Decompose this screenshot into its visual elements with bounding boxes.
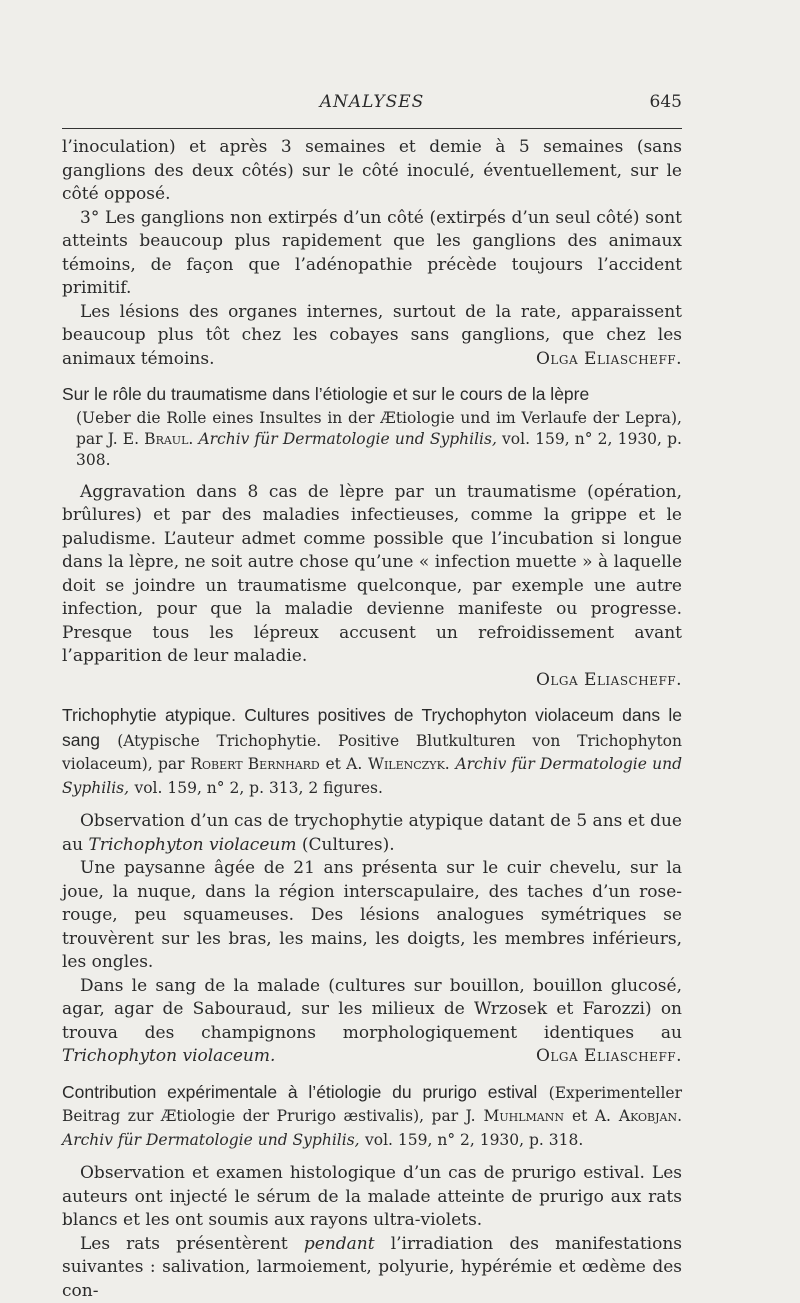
signature: Olga Eliascheff.: [518, 348, 682, 372]
citation: vol. 159, n° 2, 1930, p. 318.: [365, 1131, 583, 1149]
paragraph-text: l’irradiation des manifestations suivantes : salivation, larmoiement, polyurie, hypérémie et œdème des con-: [62, 1234, 682, 1301]
emphasis: pendant: [304, 1234, 375, 1254]
page-body: [62, 136, 682, 1303]
species-name: Trichophyton violaceum.: [62, 1046, 275, 1066]
header-title: ANALYSES: [62, 92, 682, 112]
paragraph-text: (Cultures).: [302, 835, 395, 855]
author: Akobjan.: [619, 1107, 682, 1125]
journal: Archiv für Dermatologie und Syphilis,: [198, 430, 496, 448]
paragraph-text: Dans le sang de la malade (cultures sur bouillon, bouillon glucosé, agar, agar de Sabouraud, sur les milieux de Wrzosek et Farozzi) on trouva des champignons morphologiquement identiques au: [62, 976, 682, 1043]
citation: vol. 159, n° 2, p. 313, 2 figures.: [134, 779, 382, 797]
paragraph-text: Observation d’un cas de trychophytie atypique datant de 5 ans et due au: [62, 811, 682, 855]
paragraph: Observation et examen histologique d’un cas de prurigo estival. Les auteurs ont injecté le sérum de la malade atteinte de prurigo aux rats blancs et les ont soumis aux rayons ultra-violets.: [62, 1162, 682, 1233]
paragraph-text: Les rats présentèrent: [80, 1234, 288, 1254]
original-title: (Experimenteller Beitrag zur Ætiologie der Prurigo æstivalis), par J.: [62, 1084, 682, 1126]
paragraph: l’inoculation) et après 3 semaines et demie à 5 semaines (sans ganglions des deux côtés) sur le côté inoculé, éventuellement, sur le côté opposé.: [62, 136, 682, 207]
citation: vol. 159, n° 2, 1930, p. 308.: [76, 430, 682, 469]
article-title: Contribution expérimentale à l’étiologie du prurigo estival: [62, 1082, 537, 1102]
article-title-line: [62, 383, 682, 408]
original-title: (Ueber die Rolle eines Insultes in der Ætiologie und im Verlaufe der Lepra), par: [76, 409, 682, 448]
paragraph: 3° Les ganglions non extirpés d’un côté (extirpés d’un seul côté) sont atteints beaucoup plus rapidement que les ganglions des animaux témoins, de façon que l’adénopathie précède toujours l’accident primitif.: [62, 207, 682, 301]
author: J. E. Braul.: [108, 430, 194, 448]
journal: Archiv für Dermatologie und Syphilis,: [62, 1131, 360, 1149]
article-heading: [62, 383, 682, 471]
author: Robert Bernhard: [190, 755, 319, 773]
paragraph: Aggravation dans 8 cas de lèpre par un traumatisme (opération, brûlures) et par des maladies infectieuses, comme la grippe et le paludisme. L’auteur admet comme possible que l’incubation si longue dans la lèpre, ne soit autre chose qu’une « infection muette » à laquelle doit se joindre un traumatisme quelconque, par exemple une autre infection, pour que la maladie devienne manifeste ou progresse. Presque tous les lépreux accusent un refroidissement avant l’apparition de leur maladie.: [62, 481, 682, 669]
article-title: Sur le rôle du traumatisme dans l’étiologie et sur le cours de la lèpre: [62, 384, 589, 404]
article-title: Trichophytie atypique. Cultures positives de Trychophyton violaceum dans le sang: [62, 705, 682, 750]
paragraph: [62, 1233, 682, 1303]
paragraph: [62, 975, 682, 1069]
article-title-line: [62, 704, 682, 800]
signature: Olga Eliascheff.: [62, 669, 682, 693]
journal: Archiv für Dermatologie und Syphilis,: [62, 755, 682, 797]
author: Muhlmann: [484, 1107, 565, 1125]
original-title: (Atypische Trichophytie. Positive Blutkulturen von Trichophyton violaceum), par: [62, 732, 682, 774]
paragraph-text: Les lésions des organes internes, surtout de la rate, apparaissent beaucoup plus tôt chez les cobayes sans ganglions, que chez les animaux témoins.: [62, 302, 682, 369]
signature: Olga Eliascheff.: [518, 1045, 682, 1069]
article-heading: [62, 1081, 682, 1153]
running-header: [62, 92, 682, 118]
species-name: Trichophyton violaceum: [89, 835, 297, 855]
paragraph: Une paysanne âgée de 21 ans présenta sur le cuir chevelu, sur la joue, la nuque, dans la région interscapulaire, des taches d’un rose-rouge, peu squameuses. Des lésions analogues symétriques se trouvèrent sur les bras, les mains, les doigts, les membres inférieurs, les ongles.: [62, 857, 682, 975]
paragraph: [62, 301, 682, 372]
paragraph: [62, 810, 682, 857]
conjunction: et A.: [326, 755, 363, 773]
page-number: 645: [650, 92, 682, 112]
article-title-line: [62, 1081, 682, 1153]
article-reference: [62, 408, 682, 471]
author: Wilenczyk.: [368, 755, 450, 773]
article-heading: [62, 704, 682, 800]
conjunction: et A.: [572, 1107, 611, 1125]
header-rule: [62, 128, 682, 129]
